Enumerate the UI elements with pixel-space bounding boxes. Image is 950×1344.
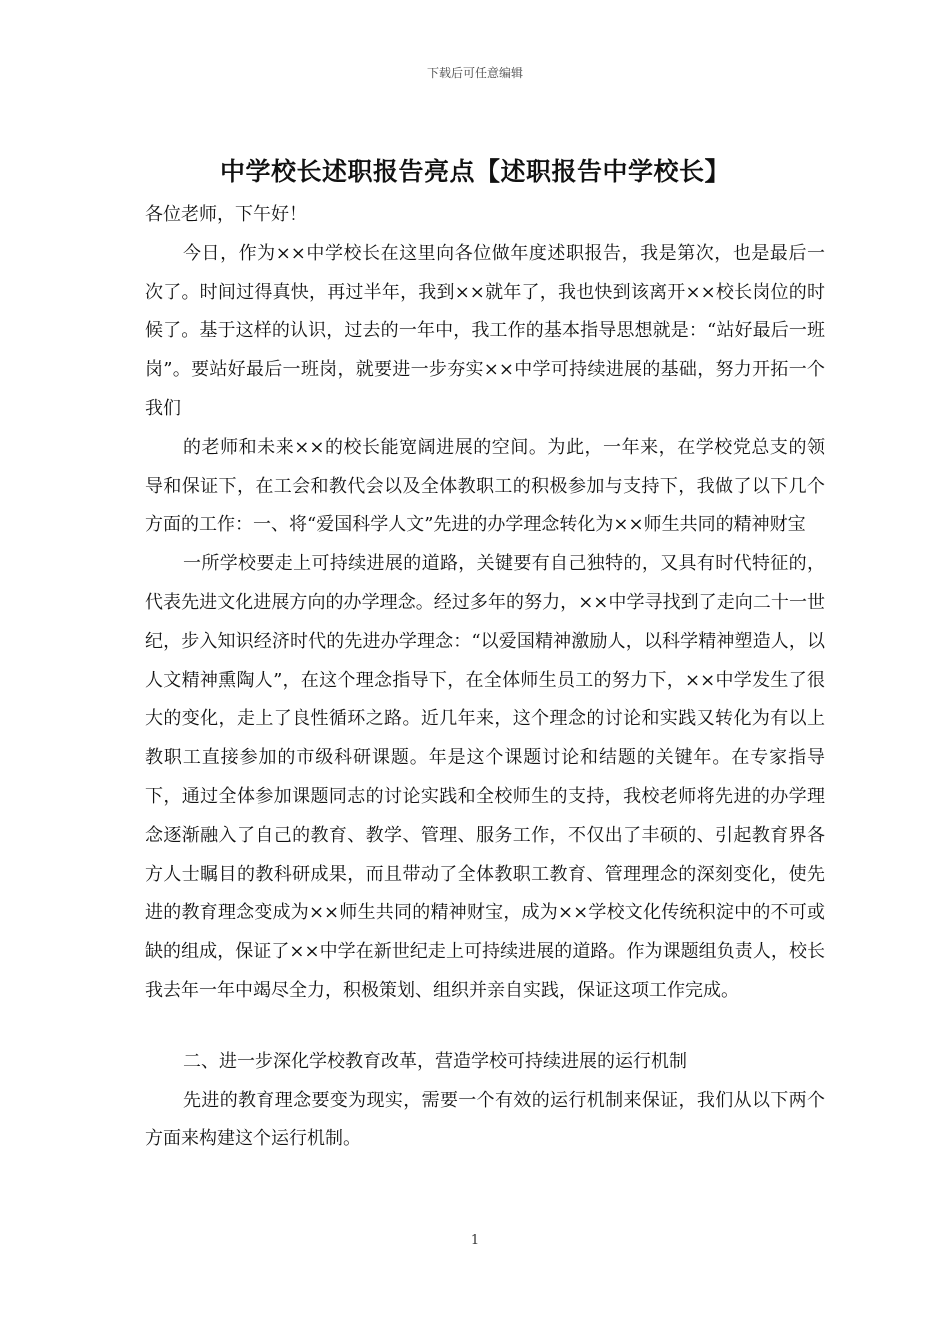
greeting-paragraph: 各位老师，下午好！ [145,204,307,225]
page-number: 1 [470,1233,480,1248]
body-paragraph: 一所学校要走上可持续进展的道路，关键要有自己独特的，又具有时代特征的，代表先进文化进展方向的办学理念。经过多年的努力，××中学寻找到了走向二十一世纪，步入知识经济时代的先进办学理念：“以爱国精神激励人，以科学精神塑造人，以人文精神熏陶人”，在这个理念指导下，在全体师生员工的努力下，××中学发生了很大的变化，走上了良性循环之路。近几年来，这个理念的讨论和实践又转化为有以上教职工直接参加的市级科研课题。年是这个课题讨论和结题的关键年。在专家指导下，通过全体参加课题同志的讨论实践和全校师生的支持，我校老师将先进的办学理念逐渐融入了自己的教育、教学、管理、服务工作，不仅出了丰硕的、引起教育界各方人士瞩目的教科研成果，而且带动了全体教职工教育、管理理念的深刻变化，使先进的教育理念变成为××师生共同的精神财宝，成为××学校文化传统积淀中的不可或缺的组成，保证了××中学在新世纪走上可持续进展的道路。作为课题组负责人，校长我去年一年中竭尽全力，积极策划、组织并亲自实践，保证这项工作完成。 [145,553,825,1001]
body-paragraph: 今日，作为××中学校长在这里向各位做年度述职报告，我是第次，也是最后一次了。时间过得真快，再过半年，我到××就年了，我也快到该离开××校长岗位的时候了。基于这样的认识，过去的一年中，我工作的基本指导思想就是：“站好最后一班岗”。要站好最后一班岗，就要进一步夯实××中学可持续进展的基础，努力开拓一个我们 [145,242,825,419]
body-paragraph: 先进的教育理念要变为现实，需要一个有效的运行机制来保证，我们从以下两个方面来构建这个运行机制。 [145,1089,825,1150]
page-header-note: 下载后可任意编辑 [426,66,523,80]
body-paragraph: 的老师和未来××的校长能宽阔进展的空间。为此，一年来，在学校党总支的领导和保证下，在工会和教代会以及全体教职工的积极参加与支持下，我做了以下几个方面的工作：一、将“爱国科学人文”先进的办学理念转化为××师生共同的精神财宝 [145,436,825,536]
document-title: 中学校长述职报告亮点【述职报告中学校长】 [219,157,730,186]
section-heading: 二、进一步深化学校教育改革，营造学校可持续进展的运行机制 [183,1050,687,1072]
document-body [145,196,825,1159]
